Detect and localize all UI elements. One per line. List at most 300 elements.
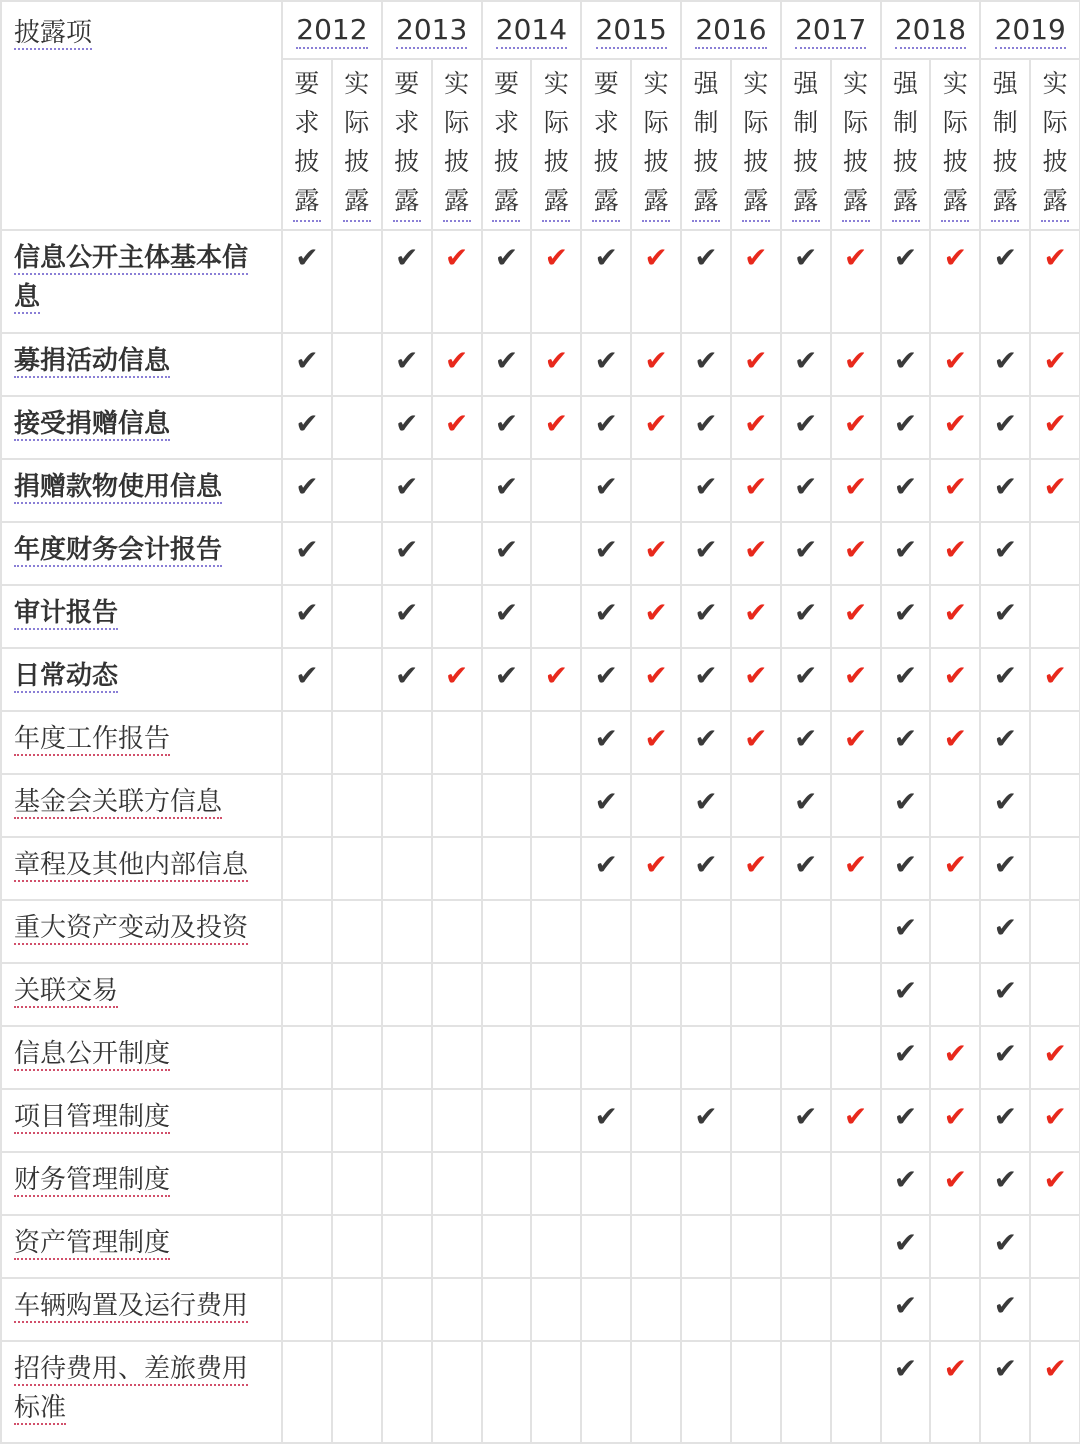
check-icon: ✔ bbox=[843, 848, 868, 881]
check-icon: ✔ bbox=[644, 596, 668, 629]
mark-cell bbox=[681, 648, 731, 711]
mark-cell bbox=[881, 230, 931, 333]
check-icon: ✔ bbox=[444, 659, 469, 692]
mark-cell bbox=[531, 1278, 581, 1341]
mark-cell bbox=[1030, 1341, 1080, 1443]
mark-cell bbox=[881, 333, 931, 396]
subheader-label: 要求披露 bbox=[393, 64, 421, 222]
mark-cell bbox=[631, 900, 681, 963]
check-icon: ✔ bbox=[893, 911, 918, 944]
mark-cell bbox=[980, 1278, 1030, 1341]
check-icon: ✔ bbox=[544, 659, 569, 692]
check-icon: ✔ bbox=[744, 722, 768, 755]
check-icon: ✔ bbox=[295, 344, 319, 377]
check-icon: ✔ bbox=[943, 344, 968, 377]
mark-cell bbox=[681, 230, 731, 333]
check-icon: ✔ bbox=[993, 848, 1018, 881]
year-header-label: 2019 bbox=[995, 13, 1066, 49]
check-icon: ✔ bbox=[843, 470, 868, 503]
check-icon: ✔ bbox=[295, 407, 319, 440]
mark-cell bbox=[482, 963, 532, 1026]
row-label: 日常动态 bbox=[14, 661, 119, 691]
corner-header-label: 披露项 bbox=[14, 18, 93, 48]
mark-cell bbox=[731, 396, 781, 459]
check-icon: ✔ bbox=[444, 344, 469, 377]
subheader-label: 实际披露 bbox=[642, 64, 670, 222]
mark-cell bbox=[831, 1341, 881, 1443]
row-label: 财务管理制度 bbox=[14, 1165, 171, 1195]
mark-cell bbox=[332, 837, 382, 900]
check-icon: ✔ bbox=[794, 470, 818, 503]
check-icon: ✔ bbox=[843, 407, 868, 440]
mark-cell bbox=[781, 648, 831, 711]
check-icon: ✔ bbox=[694, 596, 718, 629]
subheader-cell bbox=[881, 59, 931, 230]
mark-cell bbox=[731, 1278, 781, 1341]
mark-cell bbox=[930, 585, 980, 648]
check-icon: ✔ bbox=[794, 344, 818, 377]
mark-cell bbox=[681, 837, 731, 900]
mark-cell bbox=[432, 1152, 482, 1215]
mark-cell bbox=[531, 1215, 581, 1278]
check-icon: ✔ bbox=[394, 533, 419, 566]
subheader-label: 实际披露 bbox=[842, 64, 870, 222]
subheader-cell bbox=[681, 59, 731, 230]
year-header-2017 bbox=[781, 1, 881, 59]
check-icon: ✔ bbox=[794, 596, 818, 629]
mark-cell bbox=[1030, 1215, 1080, 1278]
mark-cell bbox=[482, 774, 532, 837]
check-icon: ✔ bbox=[993, 1226, 1018, 1259]
mark-cell bbox=[432, 963, 482, 1026]
row-label-cell bbox=[1, 230, 282, 333]
mark-cell bbox=[1030, 1089, 1080, 1152]
mark-cell bbox=[881, 1215, 931, 1278]
check-icon: ✔ bbox=[943, 596, 968, 629]
mark-cell bbox=[382, 333, 432, 396]
mark-cell bbox=[282, 459, 332, 522]
mark-cell bbox=[781, 837, 831, 900]
mark-cell bbox=[681, 585, 731, 648]
table-row bbox=[1, 1215, 1080, 1278]
row-label-cell bbox=[1, 459, 282, 522]
check-icon: ✔ bbox=[893, 1289, 918, 1322]
mark-cell bbox=[282, 522, 332, 585]
mark-cell bbox=[930, 1278, 980, 1341]
check-icon: ✔ bbox=[594, 407, 618, 440]
mark-cell bbox=[432, 900, 482, 963]
check-icon: ✔ bbox=[544, 407, 569, 440]
mark-cell bbox=[332, 1089, 382, 1152]
subheader-label: 要求披露 bbox=[293, 64, 321, 222]
mark-cell bbox=[382, 396, 432, 459]
mark-cell bbox=[930, 1026, 980, 1089]
mark-cell bbox=[332, 522, 382, 585]
mark-cell bbox=[382, 1152, 432, 1215]
row-label: 资产管理制度 bbox=[14, 1228, 171, 1258]
mark-cell bbox=[581, 963, 631, 1026]
mark-cell bbox=[980, 1215, 1030, 1278]
subheader-label: 实际披露 bbox=[443, 64, 471, 222]
check-icon: ✔ bbox=[494, 470, 519, 503]
check-icon: ✔ bbox=[893, 596, 918, 629]
mark-cell bbox=[432, 459, 482, 522]
row-label-cell bbox=[1, 774, 282, 837]
check-icon: ✔ bbox=[594, 722, 618, 755]
mark-cell bbox=[731, 1215, 781, 1278]
mark-cell bbox=[681, 1089, 731, 1152]
check-icon: ✔ bbox=[993, 1289, 1018, 1322]
mark-cell bbox=[581, 774, 631, 837]
row-label: 募捐活动信息 bbox=[14, 346, 171, 376]
table-row bbox=[1, 837, 1080, 900]
mark-cell bbox=[781, 774, 831, 837]
mark-cell bbox=[482, 900, 532, 963]
mark-cell bbox=[631, 230, 681, 333]
subheader-label: 强制披露 bbox=[692, 64, 720, 222]
mark-cell bbox=[531, 1026, 581, 1089]
mark-cell bbox=[681, 333, 731, 396]
mark-cell bbox=[980, 900, 1030, 963]
check-icon: ✔ bbox=[1043, 470, 1067, 503]
check-icon: ✔ bbox=[1043, 241, 1067, 274]
check-icon: ✔ bbox=[394, 407, 419, 440]
mark-cell bbox=[482, 396, 532, 459]
mark-cell bbox=[781, 711, 831, 774]
check-icon: ✔ bbox=[1043, 1352, 1067, 1385]
check-icon: ✔ bbox=[843, 596, 868, 629]
mark-cell bbox=[881, 837, 931, 900]
check-icon: ✔ bbox=[893, 344, 918, 377]
check-icon: ✔ bbox=[993, 241, 1018, 274]
mark-cell bbox=[881, 1152, 931, 1215]
mark-cell bbox=[1030, 230, 1080, 333]
row-label: 年度工作报告 bbox=[14, 724, 171, 754]
year-header-2019 bbox=[980, 1, 1080, 59]
check-icon: ✔ bbox=[843, 659, 868, 692]
check-icon: ✔ bbox=[594, 533, 618, 566]
table-row bbox=[1, 963, 1080, 1026]
mark-cell bbox=[1030, 522, 1080, 585]
check-icon: ✔ bbox=[295, 241, 319, 274]
mark-cell bbox=[482, 648, 532, 711]
mark-cell bbox=[631, 459, 681, 522]
year-header-label: 2014 bbox=[496, 13, 567, 49]
check-icon: ✔ bbox=[644, 241, 668, 274]
subheader-cell bbox=[930, 59, 980, 230]
check-icon: ✔ bbox=[694, 241, 718, 274]
mark-cell bbox=[881, 774, 931, 837]
row-label: 车辆购置及运行费用 bbox=[14, 1291, 249, 1321]
check-icon: ✔ bbox=[694, 785, 718, 818]
subheader-cell bbox=[631, 59, 681, 230]
mark-cell bbox=[382, 230, 432, 333]
check-icon: ✔ bbox=[744, 470, 768, 503]
mark-cell bbox=[531, 963, 581, 1026]
mark-cell bbox=[831, 396, 881, 459]
mark-cell bbox=[531, 459, 581, 522]
mark-cell bbox=[781, 333, 831, 396]
corner-header bbox=[1, 1, 282, 230]
table-row bbox=[1, 774, 1080, 837]
table-row bbox=[1, 522, 1080, 585]
mark-cell bbox=[631, 585, 681, 648]
check-icon: ✔ bbox=[993, 974, 1018, 1007]
mark-cell bbox=[881, 900, 931, 963]
mark-cell bbox=[681, 774, 731, 837]
table-row bbox=[1, 1026, 1080, 1089]
check-icon: ✔ bbox=[594, 785, 618, 818]
check-icon: ✔ bbox=[943, 470, 968, 503]
check-icon: ✔ bbox=[1043, 659, 1067, 692]
row-label-cell bbox=[1, 1341, 282, 1443]
mark-cell bbox=[332, 648, 382, 711]
mark-cell bbox=[1030, 1152, 1080, 1215]
check-icon: ✔ bbox=[893, 1226, 918, 1259]
mark-cell bbox=[482, 459, 532, 522]
subheader-cell bbox=[332, 59, 382, 230]
mark-cell bbox=[631, 1341, 681, 1443]
mark-cell bbox=[382, 1278, 432, 1341]
check-icon: ✔ bbox=[993, 470, 1018, 503]
check-icon: ✔ bbox=[794, 407, 818, 440]
mark-cell bbox=[531, 711, 581, 774]
check-icon: ✔ bbox=[694, 533, 718, 566]
row-label: 年度财务会计报告 bbox=[14, 535, 223, 565]
subheader-label: 实际披露 bbox=[542, 64, 570, 222]
mark-cell bbox=[731, 1089, 781, 1152]
mark-cell bbox=[282, 1152, 332, 1215]
mark-cell bbox=[781, 1278, 831, 1341]
row-label-cell bbox=[1, 711, 282, 774]
check-icon: ✔ bbox=[494, 596, 519, 629]
mark-cell bbox=[881, 711, 931, 774]
mark-cell bbox=[930, 837, 980, 900]
row-label: 信息公开制度 bbox=[14, 1039, 171, 1069]
check-icon: ✔ bbox=[943, 407, 968, 440]
mark-cell bbox=[631, 396, 681, 459]
mark-cell bbox=[382, 522, 432, 585]
row-label-cell bbox=[1, 963, 282, 1026]
check-icon: ✔ bbox=[943, 1037, 968, 1070]
mark-cell bbox=[831, 648, 881, 711]
mark-cell bbox=[332, 900, 382, 963]
mark-cell bbox=[282, 900, 332, 963]
subheader-cell bbox=[1030, 59, 1080, 230]
subheader-label: 强制披露 bbox=[792, 64, 820, 222]
mark-cell bbox=[432, 230, 482, 333]
check-icon: ✔ bbox=[794, 241, 818, 274]
mark-cell bbox=[930, 1341, 980, 1443]
mark-cell bbox=[482, 1341, 532, 1443]
year-header-label: 2012 bbox=[296, 13, 367, 49]
check-icon: ✔ bbox=[394, 470, 419, 503]
mark-cell bbox=[482, 585, 532, 648]
mark-cell bbox=[282, 1278, 332, 1341]
mark-cell bbox=[781, 396, 831, 459]
mark-cell bbox=[581, 585, 631, 648]
mark-cell bbox=[282, 1089, 332, 1152]
check-icon: ✔ bbox=[893, 848, 918, 881]
year-header-2015 bbox=[581, 1, 681, 59]
subheader-cell bbox=[531, 59, 581, 230]
mark-cell bbox=[282, 585, 332, 648]
check-icon: ✔ bbox=[843, 533, 868, 566]
mark-cell bbox=[332, 1215, 382, 1278]
mark-cell bbox=[781, 900, 831, 963]
mark-cell bbox=[581, 1026, 631, 1089]
mark-cell bbox=[930, 522, 980, 585]
mark-cell bbox=[1030, 648, 1080, 711]
mark-cell bbox=[831, 900, 881, 963]
check-icon: ✔ bbox=[794, 785, 818, 818]
year-header-2012 bbox=[282, 1, 382, 59]
table-row bbox=[1, 900, 1080, 963]
check-icon: ✔ bbox=[444, 241, 469, 274]
table-row bbox=[1, 1341, 1080, 1443]
mark-cell bbox=[980, 648, 1030, 711]
row-label-cell bbox=[1, 1215, 282, 1278]
table-row bbox=[1, 333, 1080, 396]
table-row bbox=[1, 1152, 1080, 1215]
mark-cell bbox=[332, 1278, 382, 1341]
mark-cell bbox=[831, 459, 881, 522]
check-icon: ✔ bbox=[594, 659, 618, 692]
mark-cell bbox=[581, 648, 631, 711]
year-header-2018 bbox=[881, 1, 981, 59]
table-row bbox=[1, 585, 1080, 648]
mark-cell bbox=[382, 459, 432, 522]
table-row bbox=[1, 396, 1080, 459]
check-icon: ✔ bbox=[993, 1163, 1018, 1196]
mark-cell bbox=[631, 774, 681, 837]
mark-cell bbox=[531, 333, 581, 396]
mark-cell bbox=[1030, 900, 1080, 963]
mark-cell bbox=[581, 837, 631, 900]
mark-cell bbox=[831, 333, 881, 396]
mark-cell bbox=[731, 1026, 781, 1089]
mark-cell bbox=[581, 900, 631, 963]
subheader-cell bbox=[282, 59, 332, 230]
mark-cell bbox=[581, 1152, 631, 1215]
mark-cell bbox=[681, 711, 731, 774]
row-label-cell bbox=[1, 837, 282, 900]
check-icon: ✔ bbox=[594, 596, 618, 629]
mark-cell bbox=[531, 1152, 581, 1215]
mark-cell bbox=[332, 333, 382, 396]
mark-cell bbox=[382, 1341, 432, 1443]
mark-cell bbox=[681, 459, 731, 522]
mark-cell bbox=[1030, 396, 1080, 459]
mark-cell bbox=[482, 1215, 532, 1278]
table-row bbox=[1, 459, 1080, 522]
check-icon: ✔ bbox=[694, 344, 718, 377]
table-row bbox=[1, 230, 1080, 333]
subheader-label: 要求披露 bbox=[492, 64, 520, 222]
year-header-label: 2017 bbox=[795, 13, 866, 49]
row-label-cell bbox=[1, 1152, 282, 1215]
mark-cell bbox=[332, 1341, 382, 1443]
mark-cell bbox=[382, 900, 432, 963]
check-icon: ✔ bbox=[744, 596, 768, 629]
check-icon: ✔ bbox=[494, 533, 519, 566]
mark-cell bbox=[581, 1089, 631, 1152]
mark-cell bbox=[831, 1215, 881, 1278]
mark-cell bbox=[631, 1215, 681, 1278]
subheader-label: 强制披露 bbox=[892, 64, 920, 222]
check-icon: ✔ bbox=[494, 659, 519, 692]
mark-cell bbox=[581, 230, 631, 333]
mark-cell bbox=[930, 900, 980, 963]
mark-cell bbox=[581, 1278, 631, 1341]
mark-cell bbox=[332, 585, 382, 648]
mark-cell bbox=[731, 774, 781, 837]
check-icon: ✔ bbox=[544, 241, 569, 274]
mark-cell bbox=[681, 963, 731, 1026]
mark-cell bbox=[482, 1278, 532, 1341]
mark-cell bbox=[781, 963, 831, 1026]
mark-cell bbox=[781, 1215, 831, 1278]
mark-cell bbox=[681, 396, 731, 459]
check-icon: ✔ bbox=[295, 533, 319, 566]
row-label: 审计报告 bbox=[14, 598, 119, 628]
row-label: 信息公开主体基本信息 bbox=[14, 243, 249, 312]
mark-cell bbox=[382, 774, 432, 837]
mark-cell bbox=[531, 522, 581, 585]
mark-cell bbox=[681, 1152, 731, 1215]
check-icon: ✔ bbox=[794, 848, 818, 881]
mark-cell bbox=[1030, 837, 1080, 900]
mark-cell bbox=[531, 837, 581, 900]
row-label: 招待费用、差旅费用标准 bbox=[14, 1354, 249, 1423]
mark-cell bbox=[382, 1026, 432, 1089]
mark-cell bbox=[681, 1026, 731, 1089]
mark-cell bbox=[731, 1341, 781, 1443]
check-icon: ✔ bbox=[993, 911, 1018, 944]
subheader-cell bbox=[731, 59, 781, 230]
subheader-cell bbox=[831, 59, 881, 230]
mark-cell bbox=[881, 1278, 931, 1341]
check-icon: ✔ bbox=[993, 1037, 1018, 1070]
check-icon: ✔ bbox=[893, 785, 918, 818]
mark-cell bbox=[581, 396, 631, 459]
mark-cell bbox=[980, 230, 1030, 333]
check-icon: ✔ bbox=[394, 344, 419, 377]
mark-cell bbox=[1030, 1026, 1080, 1089]
mark-cell bbox=[731, 585, 781, 648]
mark-cell bbox=[581, 711, 631, 774]
mark-cell bbox=[531, 1341, 581, 1443]
mark-cell bbox=[382, 1089, 432, 1152]
check-icon: ✔ bbox=[943, 722, 968, 755]
mark-cell bbox=[980, 585, 1030, 648]
subheader-label: 实际披露 bbox=[941, 64, 969, 222]
check-icon: ✔ bbox=[744, 533, 768, 566]
check-icon: ✔ bbox=[295, 596, 319, 629]
subheader-label: 实际披露 bbox=[742, 64, 770, 222]
mark-cell bbox=[831, 1089, 881, 1152]
mark-cell bbox=[1030, 963, 1080, 1026]
mark-cell bbox=[731, 837, 781, 900]
mark-cell bbox=[881, 522, 931, 585]
mark-cell bbox=[681, 522, 731, 585]
check-icon: ✔ bbox=[993, 596, 1018, 629]
row-label-cell bbox=[1, 396, 282, 459]
mark-cell bbox=[930, 1152, 980, 1215]
check-icon: ✔ bbox=[1043, 344, 1067, 377]
check-icon: ✔ bbox=[444, 407, 469, 440]
mark-cell bbox=[382, 837, 432, 900]
